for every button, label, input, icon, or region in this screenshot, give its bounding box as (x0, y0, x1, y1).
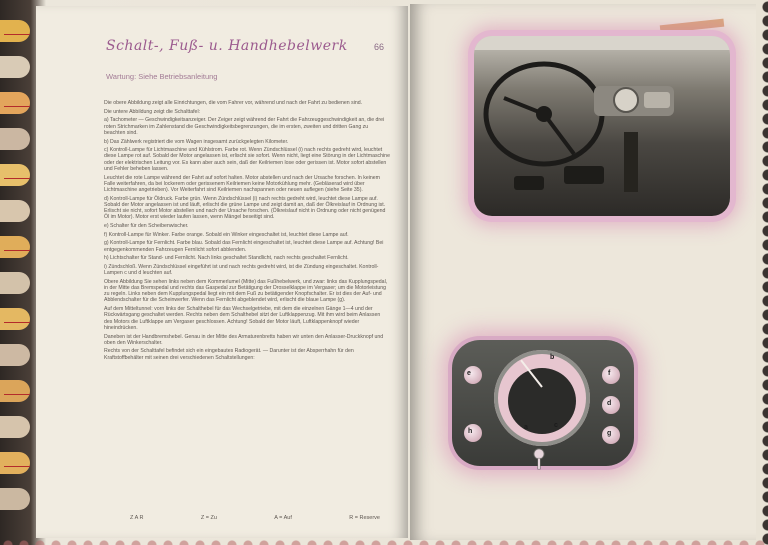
control-knob-h[interactable] (464, 424, 482, 442)
index-tabs (0, 0, 34, 545)
ignition-key-icon[interactable] (532, 448, 546, 470)
label-e: e (467, 370, 471, 377)
index-tab[interactable] (0, 128, 30, 150)
index-tab[interactable] (0, 164, 30, 186)
index-tab[interactable] (0, 272, 30, 294)
label-c: c (554, 422, 558, 429)
index-tab[interactable] (0, 92, 30, 114)
paragraph: Die untere Abbildung zeigt die Schalttafel: (104, 108, 201, 115)
paragraph: e) Schalter für den Scheibenwischer. (104, 222, 189, 229)
paragraph: Auf dem Mitteltunnel: vorn links der Schalthebel für das Wechselgetriebe, mit dem die einzelnen Gänge 1—4 und der Rückwärtsgang geschaltet werden. Rechts neben dem Schalthebel sitzt der Luftklappenzug. Mit ihm wird beim Anlassen des Motors die Luftklappe am Vergaser geschlossen. Achtung! Sobald der Motor läuft, Luftklappenknopf wieder hineindrücken. (104, 306, 381, 331)
index-tab[interactable] (0, 344, 30, 366)
legend-item: A = Auf (274, 515, 292, 521)
index-tab[interactable] (0, 488, 30, 510)
index-tab[interactable] (0, 452, 30, 474)
bottom-edge (0, 535, 768, 545)
page-number: 66 (374, 42, 385, 52)
index-tab[interactable] (0, 380, 30, 402)
legend-item: R = Reserve (349, 515, 380, 521)
control-knob-f[interactable] (602, 366, 620, 384)
fuel-tap-legend (130, 515, 380, 521)
paragraph: f) Kontroll-Lampe für Winker. Farbe orange. Sobald ein Winker eingeschaltet ist, leuchtet diese Lampe auf. (104, 231, 349, 238)
index-tab[interactable] (0, 56, 30, 78)
index-tab[interactable] (0, 200, 30, 222)
label-a: a (524, 424, 528, 431)
index-tab[interactable] (0, 236, 30, 258)
dashboard-illustration (474, 36, 730, 216)
legend-item: Z = Zu (200, 515, 217, 521)
body-text (104, 100, 390, 363)
paragraph: d) Kontroll-Lampe für Öldruck. Farbe grün. Wenn Zündschlüssel (i) nach rechts gedreht wird, leuchtet diese Lampe auf. Sobald der Motor angelassen ist und läuft, erlischt die grüne Lampe und zeigt damit an, daß der Ölkreislauf in Ordnung ist. Erlischt sie nicht, sofort Motor abstellen und nach der Ursache forschen. (Ölkreislauf nicht in Ordnung oder nicht genügend Öl im Motor). Motor erst wieder laufen lassen, wenn Mängel beseitigt sind. (104, 195, 386, 221)
index-tab[interactable] (0, 20, 30, 42)
dashboard-photo (474, 36, 730, 216)
page-title: Schalt-, Fuß- u. Handhebelwerk (106, 38, 348, 54)
paragraph: Rechts von der Schalttafel befindet sich ein eingebautes Radiogerät. — Darunter ist der Absperrhahn für den Kraftstoffbehälter mit seinen drei verschiedenen Schaltstellungen: (104, 348, 354, 361)
label-d: d (607, 400, 612, 407)
paragraph: Leuchtet die rote Lampe während der Fahrt auf sofort halten. Motor abstellen und nach der Ursache forschen. In keinem Falle weiterfahren, da bei lockerem oder gerissenem Keilriemen keine Motorkühlung mehr. (Gebläserad wird über Lichtmaschine angetrieben). Vor Weiterfahrt sind Keilriemen nachspannen oder neuen auflegen (siehe Seite 35). (104, 174, 380, 193)
paragraph: a) Tachometer — Geschwindigkeitsanzeiger. Der Zeiger zeigt während der Fahrt die Fahrzeuggeschwindigkeit an, die drei roten Strichmarken im Zahlenstand die Geschwindigkeitsbegrenzungen, die im ersten, zweiten und dritten Gang zu beachten sind. (104, 117, 385, 136)
label-b: b (550, 354, 555, 361)
paragraph: c) Kontroll-Lampe für Lichtmaschine und Kühlstrom. Farbe rot. Wenn Zündschlüssel (i) nach rechts gedreht wird, leuchtet diese Lampe rot auf. Sobald der Motor angelassen ist, erlischt sie sofort. Wenn nicht, liegt eine Störung in der Lichtmaschine oder der elektrischen Leitung vor. Es kann aber auch sein, daß der Keilriemen lose oder gerissen ist. Motor sofort abstellen und Fehler beheben lassen. (104, 147, 390, 172)
speedometer-gauge (494, 350, 590, 446)
paragraph: Daneben ist der Handbremshebel. Genau in der Mitte des Armaturenbretts haben wir unten den Anlasser-Druckknopf und oben den Winkerschalter. (104, 333, 384, 346)
paragraph: h) Lichtschalter für Stand- und Fernlicht. Nach links geschaltet Standlicht, nach rechts geschaltet Fernlicht. (104, 255, 349, 262)
label-g: g (607, 430, 612, 437)
paragraph: Die obere Abbildung zeigt alle Einrichtungen, die vom Fahrer vor, während und nach der Fahrt zu bedienen sind. (104, 100, 363, 106)
paragraph: g) Kontroll-Lampe für Fernlicht. Farbe blau. Sobald das Fernlicht eingeschaltet ist, leuchtet diese Lampe auf. Achtung! Bei entgegenkommenden Fahrzeugen Fernlicht sofort abblenden. (104, 240, 384, 253)
index-tab[interactable] (0, 308, 30, 330)
legend-item: Z A R (130, 515, 144, 521)
paragraph: b) Das Zählwerk registriert die vom Wagen insgesamt zurückgelegten Kilometer. (104, 138, 289, 145)
label-h: h (468, 428, 473, 435)
page-subtitle: Wartung: Siehe Betriebsanleitung (106, 72, 218, 81)
paragraph: i) Zündschloß. Wenn Zündschlüssel eingeführt ist und nach rechts gedreht wird, ist die Zündung eingeschaltet. Kontroll-Lampen c und d leuchten auf. (104, 263, 379, 277)
index-tab[interactable] (0, 416, 30, 438)
label-f: f (608, 370, 611, 377)
speedometer-dial (508, 368, 576, 434)
page-edge (756, 0, 768, 545)
paragraph: Obere Abbildung Sie sehen links neben dem Kommerlumel (Mitte) das Fußhebelwerk, und zwar: links das Kupplungspedal, in der Mitte das Bremspedal und rechts das Gaspedal zur Betätigung der Drosselklappe im Vergaser; um die Motorleistung zu regeln. Links neben dem Kupplungspedal liegt ein mit dem Fuß zu betätigender Knopfschalter. Er ist dies der Auf- und Abblendschalter für die Scheinwerfer. Wenn das Fernlicht abgeblendet wird, erlischt die blaue Lampe (g). (104, 278, 388, 304)
